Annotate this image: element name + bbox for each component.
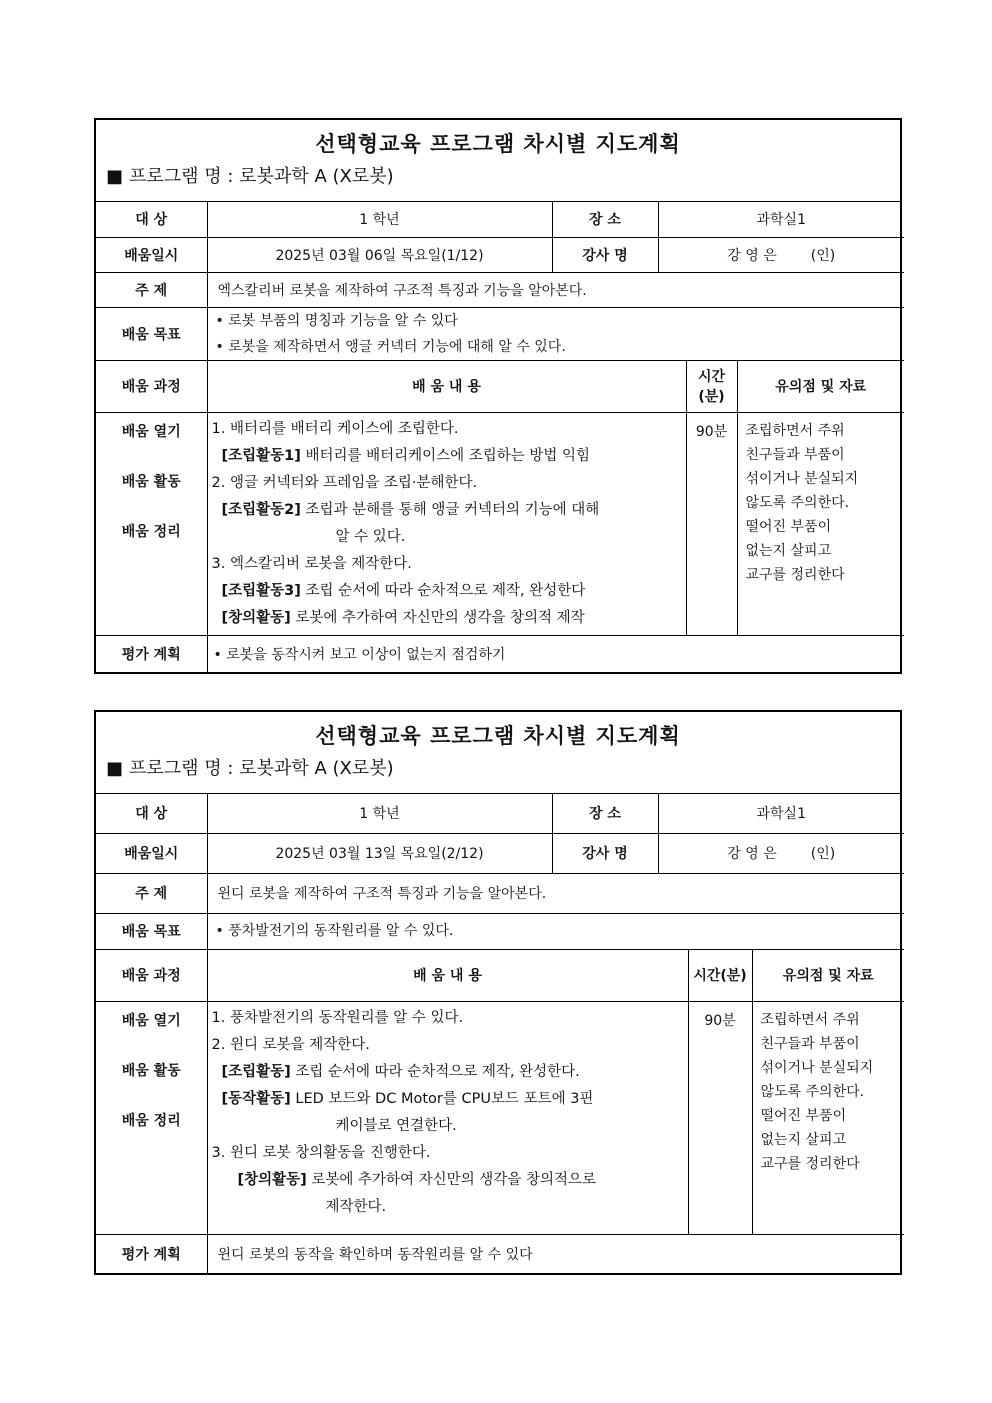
content-line: 알 수 있다. [335,529,406,545]
process-table [96,361,904,637]
date-value: 2025년 03월 13일 목요일(2/12) [207,833,552,873]
content-line: 3. 엑스칼리버 로봇을 제작한다. [211,556,412,572]
content-line: 케이블로 연결한다. [335,1118,457,1134]
step-item: 배움 활동 [121,474,181,490]
activity-text: LED 보드와 DC Motor를 CPU보드 포트에 3핀 [290,1091,594,1107]
activity-text: 로봇에 추가하여 자신만의 생각을 창의적 제작 [290,610,585,626]
content-line: 3. 윈디 로봇 창의활동을 진행한다. [211,1145,431,1161]
goal-label: 배움 목표 [96,913,207,949]
notes-label: 유의점 및 자료 [737,361,904,413]
activity-text: 배터리를 배터리케이스에 조립하는 방법 익힘 [300,448,591,464]
note-line: 없는지 살피고 [760,1132,847,1148]
content-label: 배 움 내 용 [207,950,688,1002]
step-item: 배움 정리 [121,524,181,540]
goal-list [207,307,904,360]
content-line [212,1086,684,1113]
note-line: 섞이거나 분실되지 [760,1060,874,1076]
activity-text: 조립 순서에 따라 순차적으로 제작, 완성한다 [300,583,586,599]
activity-text: 조립과 분해를 통해 앵글 커넥터의 기능에 대해 [300,502,600,518]
lesson-content [207,1002,688,1235]
seal-stamp: (인) [810,247,836,264]
eval-table [96,1235,904,1273]
target-value: 1 학년 [207,202,552,237]
topic-label: 주 제 [96,873,207,913]
activity-text: 로봇에 추가하여 자신만의 생각을 창의적으로 [306,1172,596,1188]
lesson-content [207,413,686,636]
time-value: 90분 [688,1002,752,1235]
instructor-cell [658,237,904,272]
program-name [96,750,900,794]
step-list [96,1002,207,1235]
step-list [96,413,207,636]
content-line: 2. 앵글 커넥터와 프레임을 조립·분해한다. [211,475,478,491]
program-label: 프로그램 명 : 로봇과학 A (X로봇) [129,166,394,187]
goal-item: • 로봇을 제작하면서 앵글 커넥터 기능에 대해 알 수 있다. [215,338,566,355]
activity-tag: [창의활동] [237,1172,307,1188]
content-line [212,443,682,470]
content-line: 1. 배터리를 배터리 케이스에 조립한다. [211,421,459,437]
note-line: 교구를 정리한다 [745,567,845,583]
activity-tag: [조립활동3] [221,583,301,599]
plan-title: 선택형교육 프로그램 차시별 지도계획 [315,724,681,748]
activity-tag: [조립활동] [221,1064,291,1080]
instructor-label: 강사 명 [552,237,658,272]
place-label: 장 소 [552,794,658,833]
notes-list [737,413,904,636]
target-label: 대 상 [96,202,207,237]
step-item: 배움 정리 [121,1113,181,1129]
note-line: 조립하면서 주위 [760,1012,860,1028]
content-line [212,578,682,605]
goal-item: • 로봇 부품의 명칭과 기능을 알 수 있다 [215,312,458,329]
instructor-value: 강 영 은 [727,247,777,264]
topic-label: 주 제 [96,272,207,307]
note-line: 교구를 정리한다 [760,1156,860,1172]
note-line: 않도록 주의한다. [745,495,850,511]
content-line [212,497,682,524]
note-line: 친구들과 부품이 [745,447,845,463]
time-label: 시간(분) [686,361,737,413]
note-line: 않도록 주의한다. [760,1084,865,1100]
target-label: 대 상 [96,794,207,833]
note-line: 조립하면서 주위 [745,423,845,439]
time-label: 시간(분) [688,950,752,1002]
content-line: 1. 풍차발전기의 동작원리를 알 수 있다. [211,1010,464,1026]
notes-list [752,1002,904,1235]
eval-label: 평가 계획 [96,636,207,672]
activity-tag: [동작활동] [221,1091,291,1107]
lesson-plan-1 [94,118,902,674]
content-line [212,1167,684,1194]
activity-text: 조립 순서에 따라 순차적으로 제작, 완성한다. [290,1064,580,1080]
place-value: 과학실1 [658,794,904,833]
date-label: 배움일시 [96,833,207,873]
activity-tag: [조립활동1] [221,448,301,464]
date-label: 배움일시 [96,237,207,272]
place-value: 과학실1 [658,202,904,237]
time-value: 90분 [686,413,737,636]
program-name [96,158,900,202]
step-item: 배움 열기 [121,424,181,440]
note-line: 없는지 살피고 [745,543,832,559]
notes-label: 유의점 및 자료 [752,950,904,1002]
goal-list [207,913,904,949]
plan-title: 선택형교육 프로그램 차시별 지도계획 [315,132,681,156]
square-bullet-icon: ■ [106,166,124,187]
process-label: 배움 과정 [96,361,207,413]
instructor-cell [658,833,904,873]
instructor-label: 강사 명 [552,833,658,873]
process-label: 배움 과정 [96,950,207,1002]
note-line: 친구들과 부품이 [760,1036,860,1052]
content-line: 제작한다. [325,1199,387,1215]
note-line: 떨어진 부품이 [760,1108,847,1124]
step-item: 배움 활동 [121,1063,181,1079]
plan-table [96,202,904,361]
eval-value: • 로봇을 동작시켜 보고 이상이 없는지 점검하기 [207,636,904,672]
square-bullet-icon: ■ [106,758,124,779]
lesson-plan-2 [94,710,902,1275]
instructor-value: 강 영 은 [727,846,777,862]
date-value: 2025년 03월 06일 목요일(1/12) [207,237,552,272]
content-line: 2. 윈디 로봇을 제작한다. [211,1037,370,1053]
eval-table [96,636,904,672]
seal-stamp: (인) [810,846,836,862]
process-table [96,950,904,1236]
plan-table [96,794,904,950]
topic-value: 엑스칼리버 로봇을 제작하여 구조적 특징과 기능을 알아본다. [207,272,904,307]
content-label: 배 움 내 용 [207,361,686,413]
content-line [212,605,682,632]
step-item: 배움 열기 [121,1013,181,1029]
activity-tag: [창의활동] [221,610,291,626]
place-label: 장 소 [552,202,658,237]
eval-value: 윈디 로봇의 동작을 확인하며 동작원리를 알 수 있다 [207,1235,904,1273]
target-value: 1 학년 [207,794,552,833]
goal-item: • 풍차발전기의 동작원리를 알 수 있다. [215,923,454,939]
eval-label: 평가 계획 [96,1235,207,1273]
note-line: 떨어진 부품이 [745,519,832,535]
content-line [212,1059,684,1086]
activity-tag: [조립활동2] [221,502,301,518]
note-line: 섞이거나 분실되지 [745,471,859,487]
goal-label: 배움 목표 [96,307,207,360]
program-label: 프로그램 명 : 로봇과학 A (X로봇) [129,758,394,779]
topic-value: 윈디 로봇을 제작하여 구조적 특징과 기능을 알아본다. [207,873,904,913]
